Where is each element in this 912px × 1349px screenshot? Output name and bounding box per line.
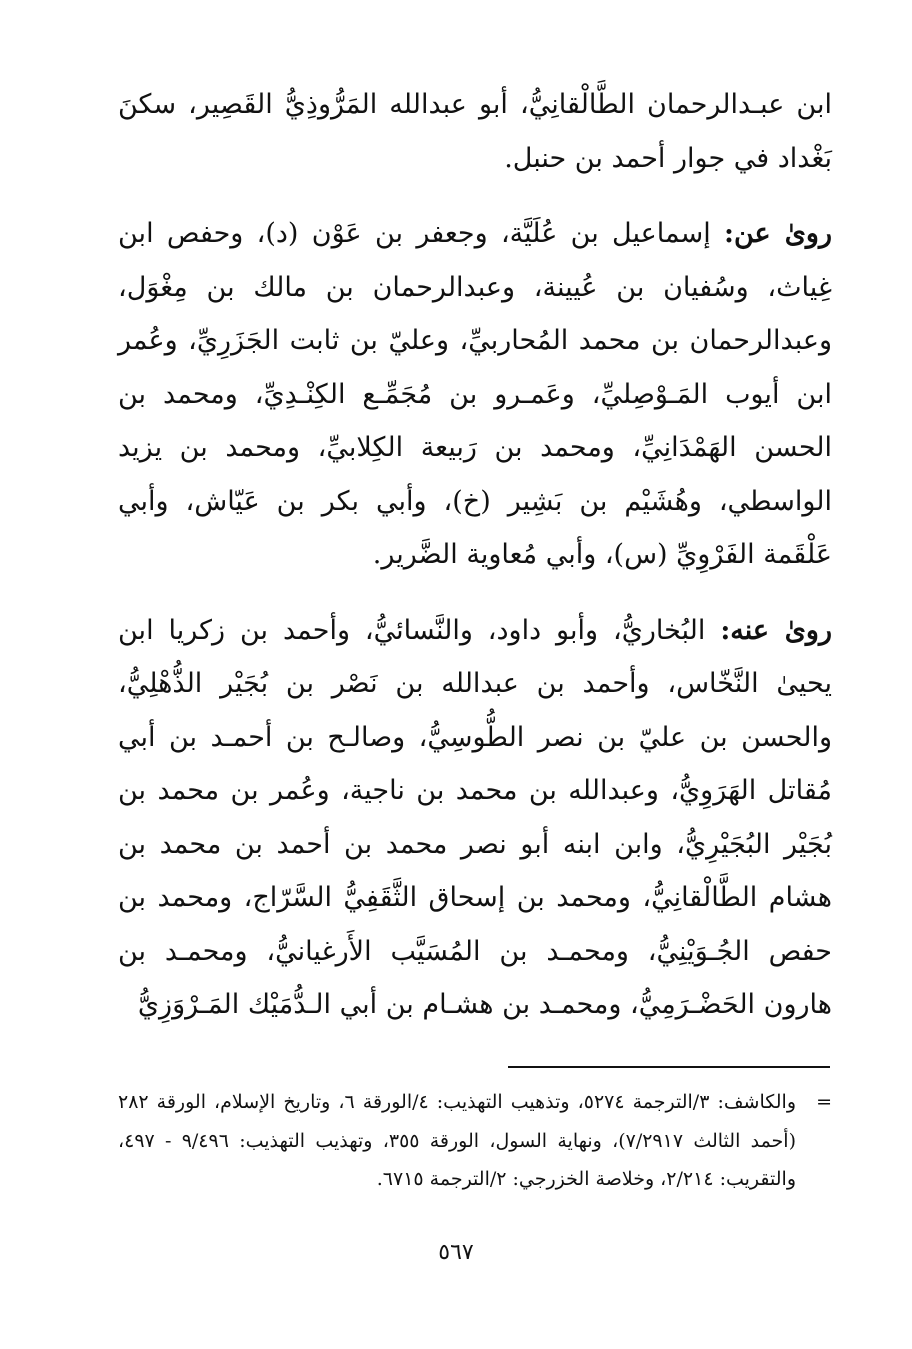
footnote-separator	[508, 1066, 830, 1068]
footnote-continuation-marker: =	[816, 1091, 832, 1113]
paragraph-text: البُخاريُّ، وأبو داود، والنَّسائيُّ، وأحمد بن زكريا ابن يحيىٰ النَّخّاس، وأحمد بن عبدالله بن نَصْر بن بُجَيْر الذُّهْلِيُّ، والحسن بن عليّ بن نصر الطُّوسِيُّ، وصالـح بن أحمـد بن أبي مُقاتل الهَرَوِيُّ، وعبدالله بن محمد بن ناجية، وعُمر بن محمد بن بُجَيْر البُجَيْرِيُّ، وابن ابنه أبو نصر محمد بن أحمد بن محمد بن هشام الطَّالْقانِيُّ، ومحمد بن إسحاق الثَّقَفِيُّ السَّرّاج، ومحمد بن حفص الجُـوَيْنِيُّ، ومحمـد بن المُسَيَّب الأَرغيانيُّ، ومحمـد بن هارون الحَضْـرَمِيُّ، ومحمـد بن هشـام بن أبي الـدُّمَيْك المَـرْوَزِيُّ	[118, 614, 832, 1020]
section-heading-narrated-from: روىٰ عن:	[724, 218, 833, 249]
main-text	[118, 78, 832, 1032]
paragraph-text: إسماعيل بن عُلَيَّة، وجعفر بن عَوْن (د)، وحفص ابن غِياث، وسُفيان بن عُيينة، وعبدالرحمان بن مالك بن مِغْوَل، وعبدالرحمان بن محمد المُحاربيِّ، وعليّ بن ثابت الجَزَرِيِّ، وعُمر ابن أيوب المَـوْصِليِّ، وعَمـرو بن مُجَمِّـع الكِنْـدِيِّ، ومحمد بن الحسن الهَمْدَانِيِّ، ومحمد بن رَبيعة الكِلابيِّ، ومحمد بن يزيد الواسطي، وهُشَيْم بن بَشِير (خ)، وأبي بكر بن عَيّاش، وأبي عَلْقَمة الفَرْوِيِّ (س)، وأبي مُعاوية الضَّرير.	[118, 218, 832, 570]
paragraph-text: ابن عبـدالرحمان الطَّالْقانِيُّ، أبو عبدالله المَرُّوذِيُّ القَصِير، سكنَ بَغْداد في جوار أحمد بن حنبل.	[118, 89, 832, 174]
footnote-text: والكاشف: ٣/الترجمة ٥٢٧٤، وتذهيب التهذيب: ٤/الورقة ٦، وتاريخ الإسلام، الورقة ٢٨٢ (أحمد الثالث ٧/٢٩١٧)، ونهاية السول، الورقة ٣٥٥، وتهذيب التهذيب: ٩/٤٩٦ - ٤٩٧، والتقريب: ٢/٢١٤، وخلاصة الخزرجي: ٢/الترجمة ٦٧١٥.	[118, 1091, 796, 1190]
paragraph-narrated-by	[118, 604, 832, 1032]
paragraph-narrated-from	[118, 207, 832, 582]
section-heading-narrated-by: روىٰ عنه:	[720, 614, 832, 646]
footnote	[118, 1083, 832, 1199]
paragraph-biography	[118, 78, 832, 185]
page-number: ٥٦٧	[438, 1240, 474, 1265]
